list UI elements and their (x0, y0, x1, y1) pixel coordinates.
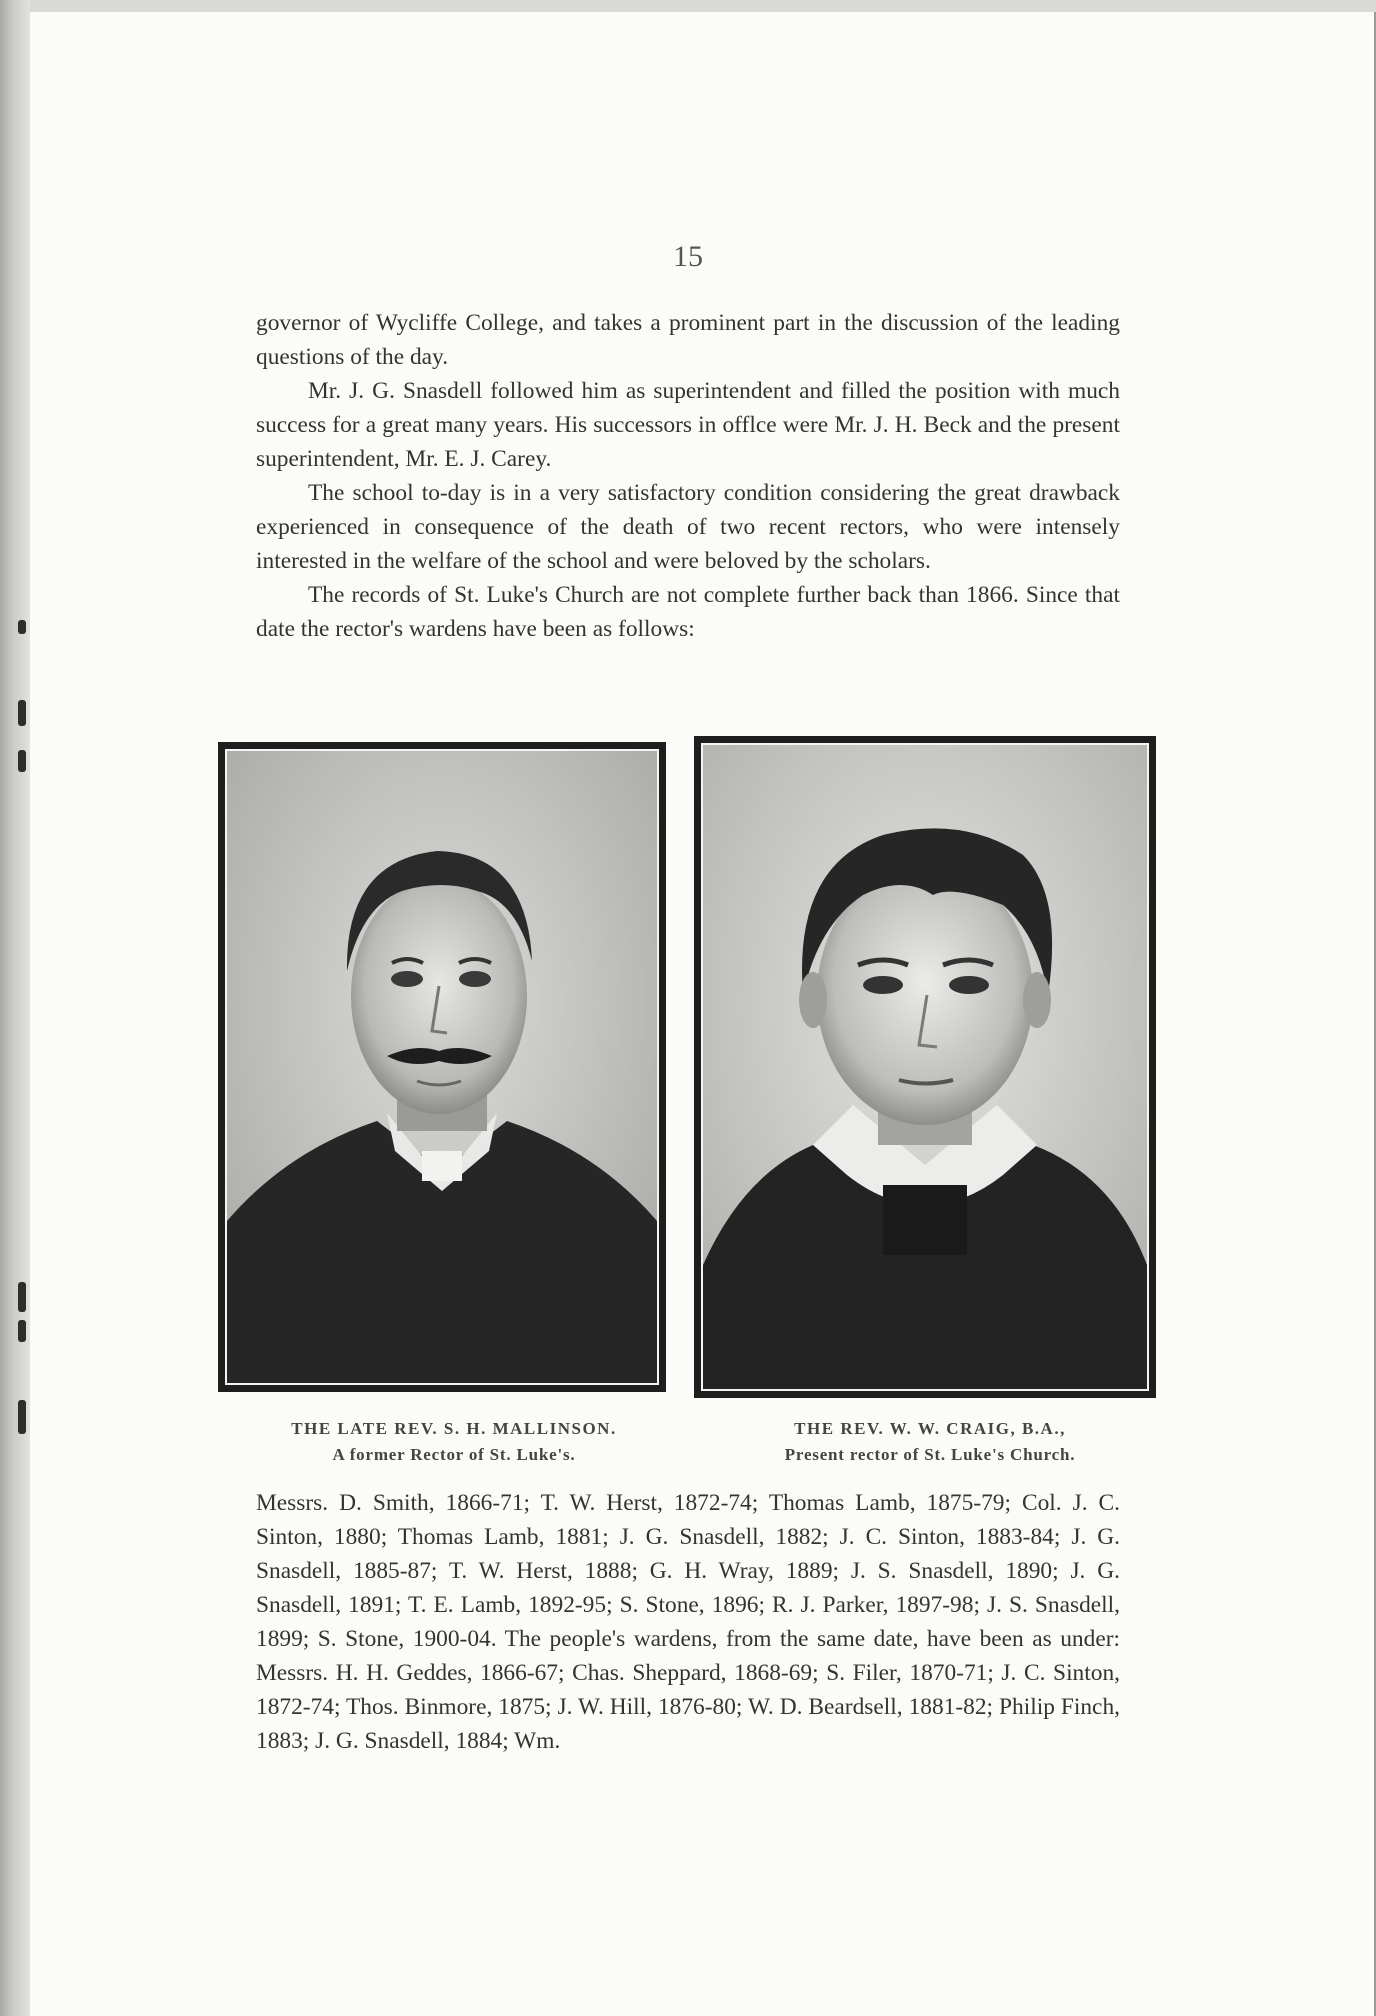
binding-mark (18, 750, 26, 772)
caption-subtitle: Present rector of St. Luke's Church. (784, 1445, 1076, 1464)
binding-mark (18, 620, 26, 634)
caption-title: THE LATE REV. S. H. MALLINSON. (291, 1419, 617, 1438)
caption-subtitle: A former Rector of St. Luke's. (332, 1445, 576, 1464)
book-binding-edge (0, 0, 30, 2016)
paragraph: The school to-day is in a very satisfactory condition considering the great drawback experienced in consequence of the death of two recent rectors, who were intensely interested in the welfare of the school and were beloved by the scholars. (256, 480, 1120, 574)
binding-mark (18, 1400, 26, 1434)
photo-caption-left (218, 1416, 690, 1468)
portrait-illustration (227, 751, 657, 1383)
portrait-photo-craig (694, 736, 1156, 1398)
portrait-photo-mallinson (218, 742, 666, 1392)
paragraph: The records of St. Luke's Church are not complete further back than 1866. Since that date the rector's wardens have been as follows: (256, 582, 1120, 642)
photo-caption-right (700, 1416, 1160, 1468)
binding-mark (18, 700, 26, 726)
page-number: 15 (673, 240, 703, 273)
paragraph: governor of Wycliffe College, and takes a prominent part in the discussion of the leading questions of the day. (256, 310, 1120, 370)
portrait-image (225, 749, 659, 1385)
bottom-text (256, 1486, 1120, 1758)
paragraph: Messrs. D. Smith, 1866-71; T. W. Herst, 1872-74; Thomas Lamb, 1875-79; Col. J. C. Sinton, 1880; Thomas Lamb, 1881; J. G. Snasdell, 1882; J. C. Sinton, 1883-84; J. G. Snasdell, 1885-87; T. W. Herst, 1888; G. H. Wray, 1889; J. S. Snasdell, 1890; J. G. Snasdell, 1891; T. E. Lamb, 1892-95; S. Stone, 1896; R. J. Parker, 1897-98; J. S. Snasdell, 1899; S. Stone, 1900-04. The people's wardens, from the same date, have been as under: Messrs. H. H. Geddes, 1866-67; Chas. Sheppard, 1868-69; S. Filer, 1870-71; J. C. Sinton, 1872-74; Thos. Binmore, 1875; J. W. Hill, 1876-80; W. D. Beardsell, 1881-82; Philip Finch, 1883; J. G. Snasdell, 1884; Wm. (256, 1490, 1120, 1754)
portrait-image (701, 743, 1149, 1391)
paragraph: Mr. J. G. Snasdell followed him as superintendent and filled the position with much success for a great many years. His successors in offlce were Mr. J. H. Beck and the present superintendent, Mr. E. J. Carey. (256, 378, 1120, 472)
binding-mark (18, 1320, 26, 1342)
portrait-illustration (703, 745, 1147, 1389)
top-text (256, 306, 1120, 646)
caption-title: THE REV. W. W. CRAIG, B.A., (794, 1419, 1066, 1438)
binding-mark (18, 1282, 26, 1312)
